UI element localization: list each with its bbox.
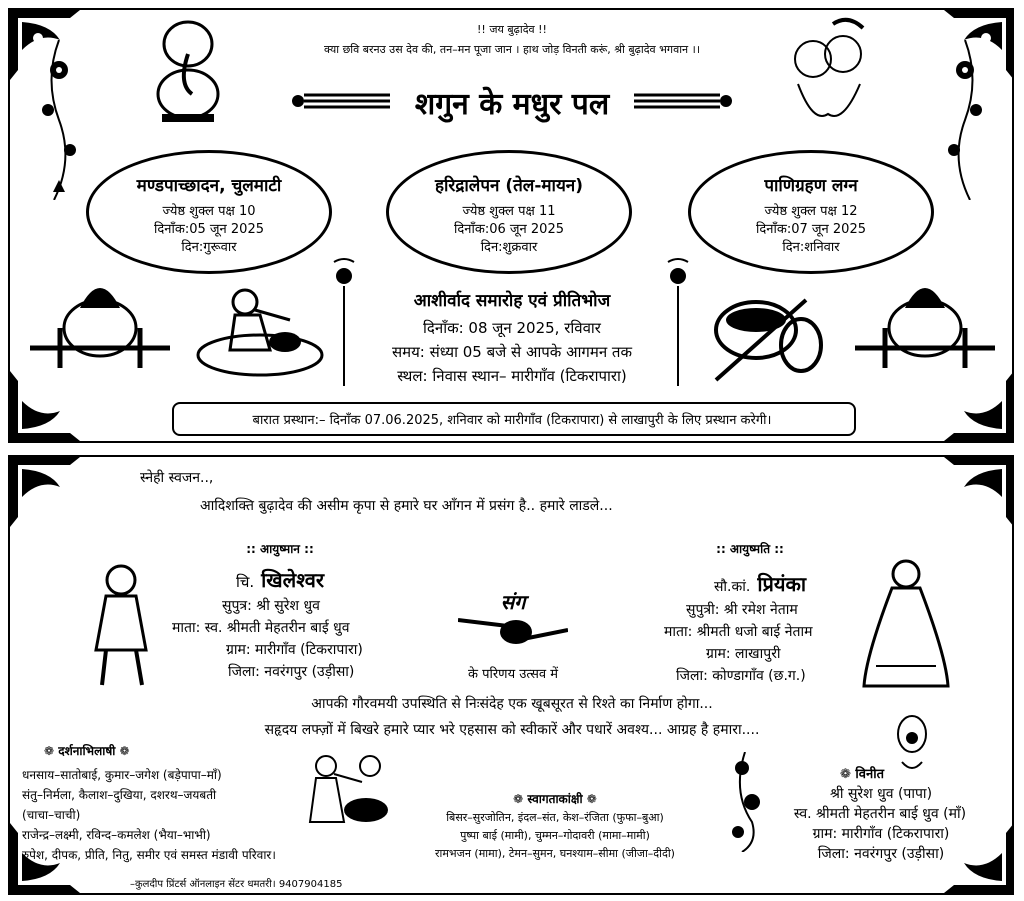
bride-father: सुपुत्री: श्री रमेश नेताम [686, 602, 798, 618]
corner-ornament-bottom-top-right [944, 457, 1014, 527]
greeting-text: स्नेही स्वजन.., [140, 470, 214, 486]
event-date: दिनाँक:07 जून 2025 [756, 222, 866, 237]
groom-name-line [180, 566, 380, 593]
darshan-heading: ❁ दर्शनाभिलाषी ❁ [44, 744, 130, 758]
darshan-line: राजेन्द्र–लक्ष्मी, रविन्द–कमलेश (भैया–भाभी) [22, 828, 211, 842]
bride-name-line [660, 570, 860, 597]
event-day: दिन:शनिवार [782, 240, 840, 255]
corner-ornament-mid-left [10, 371, 80, 441]
title-flourish-left [290, 88, 390, 114]
bride-district: जिला: कोण्डागाँव (छ.ग.) [676, 668, 806, 684]
radha-krishna-illustration [778, 14, 878, 124]
barat-text: बारात प्रस्थान:– दिनाँक 07.06.2025, शनिवार को मारीगाँव (टिकरापारा) से लाखापुरी के लिए प्रस्थान करेगी। [252, 413, 772, 428]
floral-vine-right [940, 40, 990, 200]
groom-name: खिलेश्वर [261, 568, 325, 592]
dhol-drum-illustration [706, 290, 826, 385]
event-tithi: ज्येष्ठ शुक्ल पक्ष 12 [764, 204, 858, 219]
reception-title: आशीर्वाद समारोह एवं प्रीतिभोज [413, 291, 611, 311]
bride-illustration [856, 556, 956, 696]
swagat-heading: ❁ स्वागताकांक्षी ❁ [513, 792, 597, 806]
bride-name-prefix: सौ.कां. [713, 579, 751, 595]
groom-name-prefix: चि. [235, 573, 255, 591]
event-day: दिन:शुक्रवार [480, 240, 538, 255]
reception-date: दिनाँक: 08 जून 2025, रविवार [423, 319, 601, 337]
kalash-swastik-left [20, 268, 180, 378]
shehnai-player-illustration [190, 280, 330, 380]
groom-village: ग्राम: मारीगाँव (टिकरापारा) [226, 642, 363, 658]
vinit-line: श्री सुरेश धुव (पापा) [829, 786, 933, 802]
event-panigrahan [688, 150, 934, 274]
corner-ornament-bottom-top-left [10, 457, 80, 527]
event-mandap [86, 150, 332, 274]
event-day: दिन:गुरूवार [181, 240, 237, 255]
event-name: हरिद्रालेपन (तेल-मायन) [434, 176, 584, 196]
groom-district: जिला: नवरंगपुर (उड़ीसा) [228, 664, 355, 680]
corner-ornament-mid-right [944, 371, 1014, 441]
printer-credit: –कुलदीप प्रिंटर्स ऑनलाइन सेंटर धमतरी। 9407904185 [130, 879, 343, 890]
sang-text: संग [500, 590, 526, 614]
darshan-line: धनसाय–सातोबाई, कुमार–जगेश (बड़ेपापा–माँ) [22, 768, 222, 782]
darshan-line: रुपेश, दीपक, प्रीति, नितु, समीर एवं समस्त मंडावी परिवार। [22, 848, 276, 862]
bride-heading: :: आयुष्मति :: [716, 542, 784, 556]
bride-name: प्रियंका [757, 572, 807, 596]
event-name: मण्डपाच्छादन, चुलमाटी [136, 176, 282, 196]
page-title: शगुन के मधुर पल [414, 87, 610, 122]
groom-illustration [76, 560, 166, 690]
kalash-lamp-icon [894, 714, 930, 774]
bride-village: ग्राम: लाखापुरी [706, 646, 781, 662]
prayer-text: क्या छवि बरनउ उस देव की, तन–मन पूजा जान । हाथ जोड़ विनती करूं, श्री बुढ़ादेव भगवान ।। [323, 43, 700, 56]
intro-text: आदिशक्ति बुढ़ादेव की असीम कृपा से हमारे घर आँगन में प्रसंग है.. हमारे लाडले... [200, 498, 613, 514]
reception-time: समय: संध्या 05 बजे से आपके आगमन तक [391, 343, 633, 361]
barat-departure-box [172, 402, 856, 436]
title-flourish-right [634, 88, 734, 114]
invite-line-2: सहृदय लफ्ज़ों में बिखरे हमारे प्यार भरे एहसास को स्वीकारें और पधारें अवश्य... आग्रह है हमारा.... [264, 722, 760, 738]
event-tithi: ज्येष्ठ शुक्ल पक्ष 11 [462, 204, 556, 219]
invite-line-1: आपकी गौरवमयी उपस्थिति से निःसंदेह एक खूबसूरत से रिश्ते का निर्माण होगा... [311, 696, 713, 712]
kalash-swastik-right [845, 268, 1005, 378]
occasion-text: के परिणय उत्सव में [467, 667, 559, 682]
swagat-line: रामभजन (मामा), टेमन–सुमन, घनश्याम–सीमा (जीजा–दीदी) [435, 847, 675, 860]
swagat-line: पुष्पा बाई (मामी), चुम्मन–गोदावरी (मामा–मामी) [460, 829, 650, 842]
groom-father: सुपुत्र: श्री सुरेश धुव [222, 598, 320, 614]
vinit-line: जिला: नवरंगपुर (उड़ीसा) [817, 846, 945, 862]
vinit-heading: ❁ विनीत [840, 767, 885, 782]
event-date: दिनाँक:05 जून 2025 [154, 222, 264, 237]
ganesha-illustration [148, 14, 228, 124]
musicians-illustration [296, 752, 402, 832]
invocation-text: !! जय बुढ़ादेव !! [477, 23, 547, 36]
groom-heading: :: आयुष्मान :: [246, 542, 314, 556]
event-date: दिनाँक:06 जून 2025 [454, 222, 564, 237]
vinit-line: ग्राम: मारीगाँव (टिकरापारा) [812, 826, 950, 842]
event-tithi: ज्येष्ठ शुक्ल पक्ष 10 [162, 204, 256, 219]
flower-vine-illustration [722, 752, 768, 852]
event-name: पाणिग्रहण लग्न [764, 176, 858, 196]
darshan-line: (चाचा–चाची) [22, 808, 81, 822]
floral-vine-left [34, 40, 84, 200]
swagat-line: बिसर–सुरजोतिन, इंदल–संत, केश–रंजिता (फुफा–बुआ) [446, 811, 664, 824]
groom-mother: माता: स्व. श्रीमती मेहतरीन बाई धुव [172, 620, 350, 636]
darshan-line: संतु–निर्मला, कैलाश–दुखिया, दशरथ–जयबती [22, 788, 217, 802]
bride-mother: माता: श्रीमती धजो बाई नेताम [664, 624, 813, 640]
reception-venue: स्थल: निवास स्थान– मारीगाँव (टिकरापारा) [397, 367, 627, 385]
vinit-line: स्व. श्रीमती मेहतरीन बाई धुव (माँ) [793, 806, 967, 822]
